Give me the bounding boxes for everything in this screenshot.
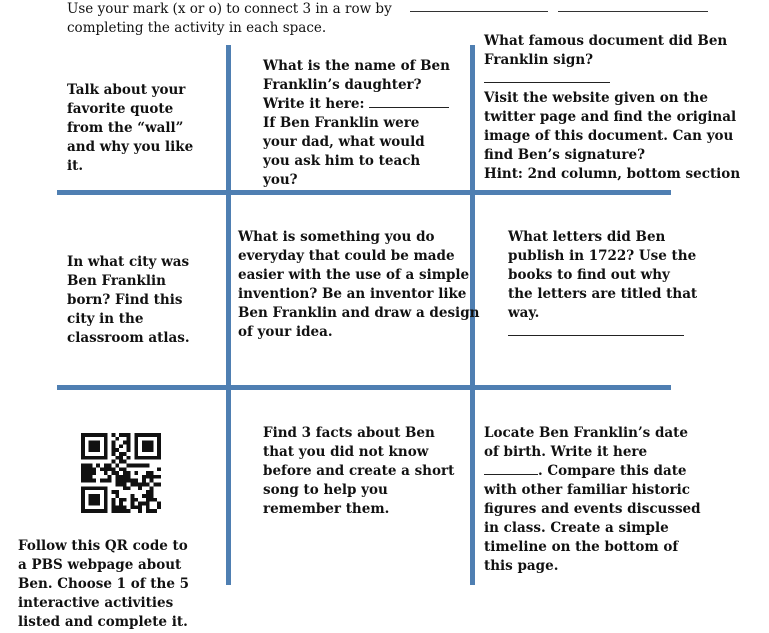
qr-module	[115, 475, 119, 479]
cell-text-line: your dad, what would	[263, 134, 425, 150]
qr-module	[153, 483, 157, 487]
grid-line-horizontal-2	[57, 385, 671, 390]
cell-text-line: interactive activities	[18, 595, 174, 611]
cell-famous-document[interactable]	[484, 32, 740, 184]
qr-module	[134, 463, 138, 467]
qr-module	[146, 502, 150, 506]
cell-text-line: before and create a short	[263, 463, 455, 479]
qr-module	[85, 471, 89, 475]
qr-module	[127, 479, 131, 483]
qr-module	[123, 471, 127, 475]
qr-module	[127, 486, 131, 490]
qr-module	[131, 498, 135, 502]
qr-module	[123, 486, 127, 490]
qr-module	[150, 494, 154, 498]
qr-module	[123, 452, 127, 456]
qr-module	[157, 475, 161, 479]
qr-module	[157, 502, 161, 506]
qr-module	[115, 494, 119, 498]
qr-module	[115, 437, 119, 441]
qr-module	[146, 490, 150, 494]
cell-text-line: that you did not know	[263, 444, 429, 460]
cell-text-line: Talk about your	[67, 82, 186, 98]
cell-text-line: easier with the use of a simple	[238, 267, 470, 283]
qr-module	[81, 471, 85, 475]
cell-text-line: from the “wall”	[67, 120, 184, 136]
qr-module	[131, 463, 135, 467]
cell-text-line: Ben Franklin and draw a design	[238, 305, 480, 321]
qr-module	[150, 498, 154, 502]
qr-module	[142, 502, 146, 506]
qr-module	[100, 479, 104, 483]
cell-quote-wall[interactable]	[67, 81, 193, 176]
name-line[interactable]	[410, 11, 548, 12]
cell-text-line: Visit the website given on the	[484, 90, 708, 106]
birthdate-line	[484, 462, 701, 481]
qr-module	[142, 479, 146, 483]
cell-text-line: listed and complete it.	[18, 614, 188, 630]
qr-module	[115, 490, 119, 494]
qr-module	[134, 498, 138, 502]
qr-module	[104, 471, 108, 475]
qr-module	[115, 509, 119, 513]
qr-module	[127, 433, 131, 437]
qr-module	[85, 479, 89, 483]
qr-module	[142, 463, 146, 467]
qr-code-icon[interactable]	[81, 432, 161, 514]
qr-module	[119, 479, 123, 483]
cell-letters-1722[interactable]	[508, 228, 697, 342]
qr-module	[111, 433, 115, 437]
qr-module	[115, 483, 119, 487]
qr-module	[157, 483, 161, 487]
cell-text-line: invention? Be an inventor like	[238, 286, 467, 302]
qr-module	[142, 475, 146, 479]
cell-text-line: In what city was	[67, 254, 190, 270]
qr-module	[153, 498, 157, 502]
qr-module	[123, 483, 127, 487]
instructions-line-1: Use your mark (x or o) to connect 3 in a row by	[67, 1, 392, 17]
grid-line-horizontal-1	[57, 190, 671, 195]
qr-module	[92, 479, 96, 483]
cell-franklin-daughter[interactable]	[263, 57, 450, 190]
cell-text-line: If Ben Franklin were	[263, 115, 420, 131]
cell-text-line: Hint: 2nd column, bottom section	[484, 166, 741, 182]
qr-module	[131, 479, 135, 483]
qr-module	[138, 502, 142, 506]
qr-module	[123, 467, 127, 471]
qr-module	[111, 498, 115, 502]
cell-text-line: remember them.	[263, 501, 390, 517]
cell-text-line: it.	[67, 158, 84, 174]
qr-module	[111, 441, 115, 445]
qr-module	[81, 475, 85, 479]
qr-module	[111, 490, 115, 494]
qr-module	[100, 467, 104, 471]
qr-module	[89, 467, 93, 471]
cell-text-line: Follow this QR code to	[18, 538, 188, 554]
qr-module	[123, 479, 127, 483]
qr-module	[157, 467, 161, 471]
qr-module	[134, 479, 138, 483]
qr-module	[146, 498, 150, 502]
qr-module	[150, 471, 154, 475]
cell-text-line: in class. Create a simple	[484, 520, 669, 536]
answer-blank[interactable]	[508, 323, 684, 336]
qr-module	[127, 441, 131, 445]
cell-text-line: twitter page and find the original	[484, 109, 737, 125]
qr-module	[150, 486, 154, 490]
qr-module	[119, 452, 123, 456]
qr-module	[108, 475, 112, 479]
qr-module	[123, 433, 127, 437]
answer-blank[interactable]	[369, 95, 449, 108]
qr-module	[89, 463, 93, 467]
qr-module	[153, 509, 157, 513]
qr-module	[146, 505, 150, 509]
qr-module	[104, 479, 108, 483]
qr-module	[115, 463, 119, 467]
answer-blank[interactable]	[484, 462, 538, 475]
qr-module	[134, 483, 138, 487]
qr-module	[127, 475, 131, 479]
qr-module	[134, 505, 138, 509]
qr-code-graphic	[81, 432, 161, 514]
qr-module	[119, 498, 123, 502]
qr-module	[134, 471, 138, 475]
cell-text-line: Locate Ben Franklin’s date	[484, 425, 688, 441]
qr-module	[123, 475, 127, 479]
qr-module	[111, 452, 115, 456]
qr-module	[138, 483, 142, 487]
cell-text-line: city in the	[67, 311, 144, 327]
cell-inventor-design[interactable]	[238, 228, 479, 342]
qr-module	[123, 505, 127, 509]
qr-module	[127, 444, 131, 448]
cell-text-line: song to help you	[263, 482, 388, 498]
cell-text-line: find Ben’s signature?	[484, 147, 645, 163]
qr-module	[89, 475, 93, 479]
answer-blank-row	[508, 323, 697, 342]
cell-text-line: everyday that could be made	[238, 248, 455, 264]
qr-module	[115, 479, 119, 483]
qr-module	[157, 505, 161, 509]
qr-module	[104, 467, 108, 471]
qr-module	[89, 479, 93, 483]
cell-birth-city[interactable]	[67, 253, 190, 348]
qr-module	[81, 467, 85, 471]
qr-module	[150, 509, 154, 513]
qr-module	[115, 471, 119, 475]
qr-module	[119, 505, 123, 509]
qr-module	[131, 483, 135, 487]
cell-text-line: books to find out why	[508, 267, 670, 283]
qr-module	[127, 437, 131, 441]
date-line[interactable]	[558, 11, 708, 12]
qr-module	[115, 448, 119, 452]
qr-module	[138, 505, 142, 509]
qr-module	[104, 463, 108, 467]
qr-module	[153, 475, 157, 479]
cell-text-line: of birth. Write it here	[484, 444, 648, 460]
qr-module	[115, 505, 119, 509]
cell-text-line: born? Find this	[67, 292, 183, 308]
cell-text-line: What letters did Ben	[508, 229, 666, 245]
cell-text-line: of your idea.	[238, 324, 333, 340]
qr-module	[123, 498, 127, 502]
qr-module	[119, 456, 123, 460]
qr-module	[115, 456, 119, 460]
write-here-line	[263, 95, 450, 114]
qr-module	[150, 475, 154, 479]
qr-module	[131, 494, 135, 498]
qr-module	[119, 433, 123, 437]
write-here-label: Write it here:	[263, 96, 365, 112]
qr-module	[108, 479, 112, 483]
qr-module	[119, 509, 123, 513]
qr-module	[85, 463, 89, 467]
qr-module	[127, 456, 131, 460]
qr-module	[81, 463, 85, 467]
cell-birth-timeline[interactable]	[484, 424, 701, 576]
cell-text-line: this page.	[484, 558, 559, 574]
qr-module	[111, 471, 115, 475]
cell-text-line: Find 3 facts about Ben	[263, 425, 435, 441]
cell-text-line: Ben Franklin	[67, 273, 166, 289]
qr-module	[111, 460, 115, 464]
qr-module	[146, 483, 150, 487]
qr-module	[111, 509, 115, 513]
qr-module	[131, 505, 135, 509]
cell-text-line: What famous document did Ben	[484, 33, 728, 49]
qr-module	[92, 467, 96, 471]
qr-module	[89, 471, 93, 475]
cell-pbs-qr[interactable]	[18, 537, 189, 632]
cell-text-line: the letters are titled that	[508, 286, 698, 302]
qr-module	[138, 486, 142, 490]
qr-module	[123, 460, 127, 464]
qr-module	[146, 475, 150, 479]
qr-module	[127, 509, 131, 513]
qr-module	[123, 509, 127, 513]
qr-module	[96, 463, 100, 467]
cell-three-facts-song[interactable]	[263, 424, 454, 519]
qr-module	[146, 494, 150, 498]
qr-module	[119, 467, 123, 471]
cell-text-line: favorite quote	[67, 101, 174, 117]
qr-module	[85, 467, 89, 471]
qr-module	[111, 505, 115, 509]
qr-module	[123, 441, 127, 445]
qr-module	[108, 463, 112, 467]
cell-text-line: Ben. Choose 1 of the 5	[18, 576, 190, 592]
qr-module	[138, 509, 142, 513]
qr-module	[111, 444, 115, 448]
qr-module	[111, 448, 115, 452]
qr-module	[85, 475, 89, 479]
instructions-line-2: completing the activity in each space.	[67, 20, 327, 36]
qr-module	[108, 467, 112, 471]
qr-module	[119, 475, 123, 479]
cell-text-line: classroom atlas.	[67, 330, 190, 346]
cell-text-line: What is something you do	[238, 229, 435, 245]
qr-module	[127, 463, 131, 467]
qr-module	[146, 471, 150, 475]
qr-module	[138, 463, 142, 467]
qr-module	[111, 502, 115, 506]
cell-text-line: you?	[263, 172, 298, 188]
cell-text-line: a PBS webpage about	[18, 557, 182, 573]
instructions	[67, 0, 397, 38]
qr-module	[127, 471, 131, 475]
qr-module	[142, 483, 146, 487]
cell-text-line: with other familiar historic	[484, 482, 690, 498]
qr-module	[119, 460, 123, 464]
cell-text-line: What is the name of Ben	[263, 58, 450, 74]
qr-module	[146, 463, 150, 467]
qr-module	[119, 444, 123, 448]
cell-text-line: Franklin’s daughter?	[263, 77, 422, 93]
cell-text-line: image of this document. Can you	[484, 128, 734, 144]
answer-blank[interactable]	[484, 70, 610, 83]
cell-text-line: and why you like	[67, 139, 194, 155]
compare-text: . Compare this date	[538, 463, 687, 479]
qr-module	[142, 494, 146, 498]
qr-module	[119, 502, 123, 506]
cell-text-line: timeline on the bottom of	[484, 539, 679, 555]
qr-module	[146, 509, 150, 513]
qr-module	[150, 479, 154, 483]
cell-text-line: you ask him to teach	[263, 153, 421, 169]
cell-text-line: figures and events discussed	[484, 501, 701, 517]
grid-line-vertical-1	[226, 45, 231, 585]
cell-text-line: Franklin sign?	[484, 52, 594, 68]
qr-module	[81, 479, 85, 483]
qr-module	[131, 502, 135, 506]
answer-blank-row	[484, 70, 740, 89]
qr-module	[92, 471, 96, 475]
cell-text-line: way.	[508, 305, 540, 321]
cell-text-line: publish in 1722? Use the	[508, 248, 697, 264]
qr-module	[111, 467, 115, 471]
qr-module	[127, 448, 131, 452]
qr-module	[150, 490, 154, 494]
qr-module	[119, 483, 123, 487]
